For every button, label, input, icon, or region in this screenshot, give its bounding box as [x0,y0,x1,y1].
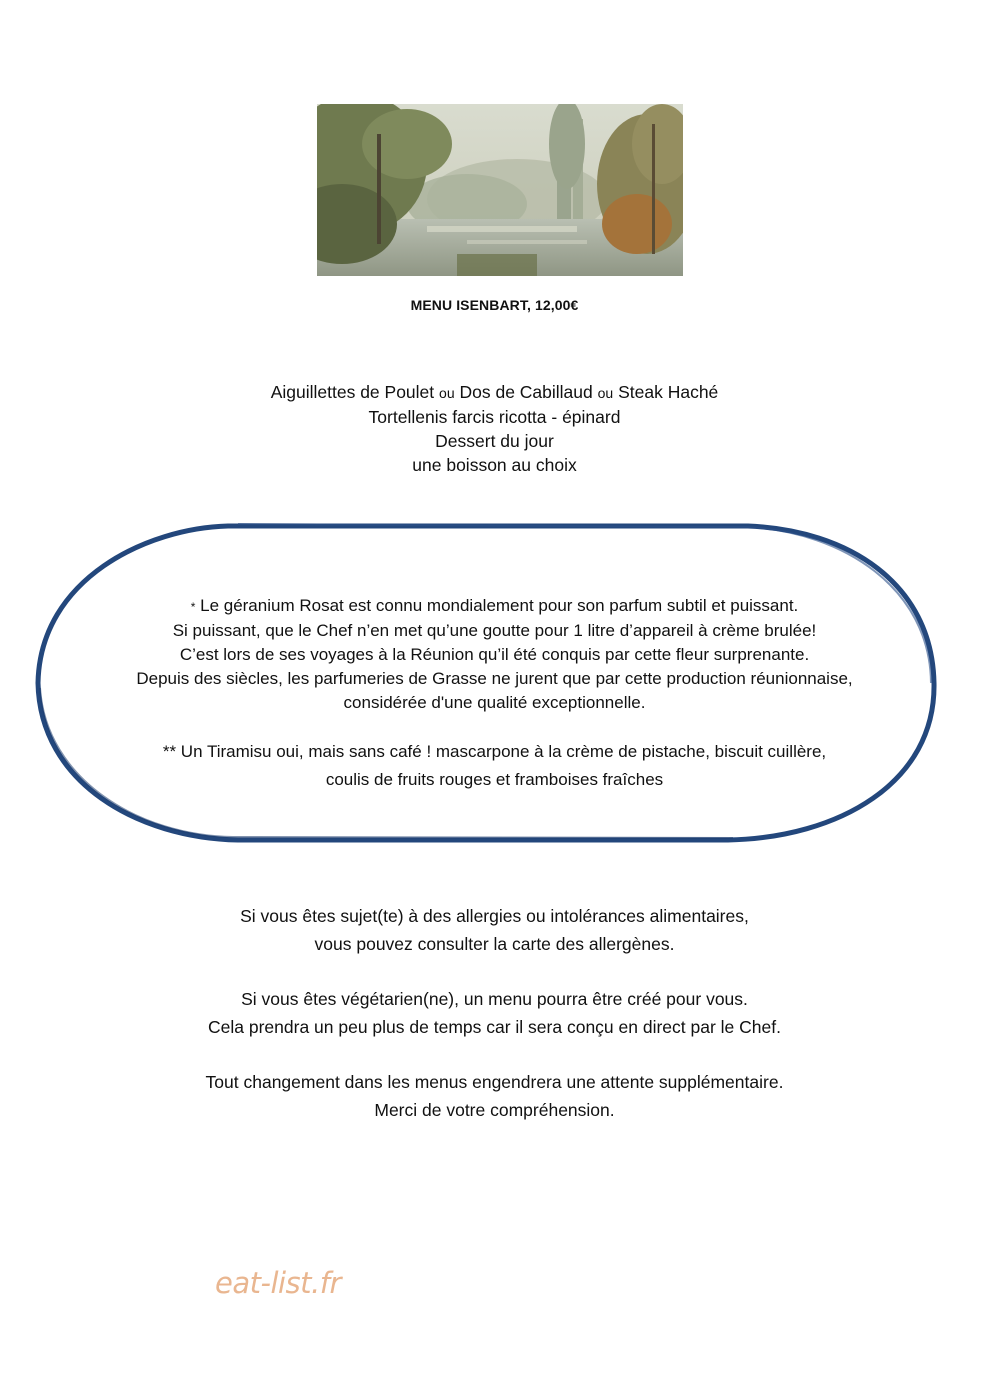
painting-illustration [317,104,683,276]
vegetarian-line-1: Si vous êtes végétarien(ne), un menu pourra être créé pour vous. [241,989,748,1009]
watermark: eat-list.fr [215,1266,341,1300]
or-separator: ou [597,385,614,401]
dish-line-dessert: Dessert du jour [435,431,554,451]
or-separator: ou [439,385,455,401]
vegetarian-line-2: Cela prendra un peu plus de temps car il sera conçu en direct par le Chef. [208,1017,781,1037]
geranium-line-5: considérée d'une qualité exceptionnelle. [343,693,646,712]
geranium-line-2: Si puissant, que le Chef n’en met qu’une goutte pour 1 litre d’appareil à crème brulée! [172,621,817,640]
geranium-note [0,594,989,715]
allergy-note [0,902,989,958]
tiramisu-line-1: ** Un Tiramisu oui, mais sans café ! mascarpone à la crème de pistache, biscuit cuillère, [162,742,827,761]
dish-line-mains [0,380,989,405]
tiramisu-line-2: coulis de fruits rouges et framboises fraîches [325,770,664,789]
geranium-line-4: Depuis des siècles, les parfumeries de Grasse ne jurent que par cette production réunionnaise, [136,669,853,688]
allergy-line-2: vous pouvez consulter la carte des allergènes. [314,934,675,954]
landscape-painting [317,104,683,276]
changes-line-1: Tout changement dans les menus engendrera une attente supplémentaire. [205,1072,784,1092]
geranium-line-1: Le géranium Rosat est connu mondialement pour son parfum subtil et puissant. [200,596,799,615]
tiramisu-note [0,738,989,794]
menu-title: MENU ISENBART, 12,00€ [410,297,579,313]
dish-line-pasta: Tortellenis farcis ricotta - épinard [368,407,621,427]
geranium-line-3: C’est lors de ses voyages à la Réunion qu’il été conquis par cette fleur surprenante. [179,645,810,664]
asterisk-marker: * [190,600,196,614]
dish-line-drink: une boisson au choix [412,455,577,475]
dish-chicken: Aiguillettes de Poulet [270,382,435,402]
dish-cod: Dos de Cabillaud [459,382,593,402]
dish-list [0,380,989,477]
changes-line-2: Merci de votre compréhension. [374,1100,615,1120]
vegetarian-note [0,985,989,1041]
allergy-line-1: Si vous êtes sujet(te) à des allergies ou intolérances alimentaires, [240,906,749,926]
dish-steak: Steak Haché [618,382,719,402]
changes-note [0,1068,989,1124]
